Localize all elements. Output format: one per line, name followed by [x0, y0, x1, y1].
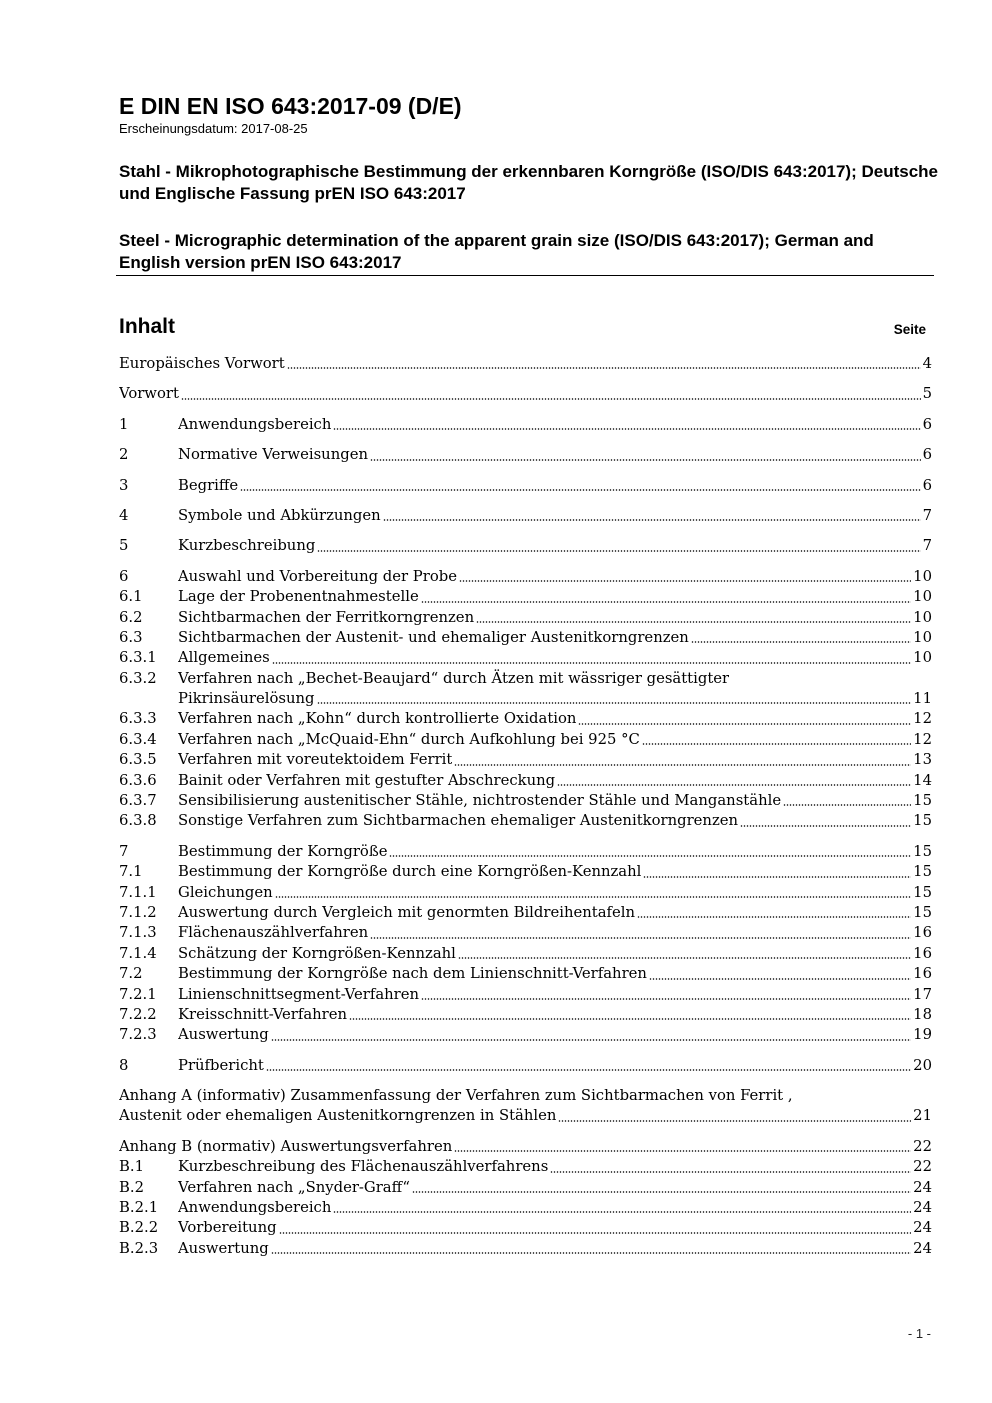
toc-entry-title: Bainit oder Verfahren mit gestufter Abschreckung — [178, 771, 556, 789]
toc-leader-dots — [317, 702, 912, 704]
toc-leader-dots — [240, 489, 920, 491]
toc-entry-number: 2 — [119, 446, 129, 464]
toc-entry[interactable] — [119, 923, 932, 943]
toc-entry[interactable] — [119, 1025, 932, 1045]
toc-entry-title: Gleichungen — [178, 883, 273, 901]
toc-leader-dots — [558, 1120, 911, 1122]
toc-leader-dots — [783, 804, 911, 806]
toc-entry[interactable] — [119, 415, 932, 435]
toc-entry-title-continued: Pikrinsäurelösung — [178, 690, 315, 708]
toc-entry-number: 7.1.4 — [119, 944, 157, 962]
toc-leader-dots — [271, 1039, 911, 1041]
toc-entry[interactable] — [119, 1218, 932, 1238]
toc-leader-dots — [181, 398, 921, 400]
toc-entry[interactable] — [119, 1178, 932, 1198]
toc-entry-title: Anhang A (informativ) Zusammenfassung der Verfahren zum Sichtbarmachen von Ferrit , — [119, 1087, 793, 1105]
toc-entry[interactable] — [119, 1056, 932, 1076]
toc-leader-dots — [333, 1211, 911, 1213]
toc-entry-page: 21 — [913, 1107, 932, 1125]
toc-entry-number: 6.3.4 — [119, 730, 157, 748]
toc-entry-page: 17 — [913, 985, 932, 1003]
toc-entry[interactable] — [119, 1137, 932, 1157]
toc-leader-dots — [271, 1252, 911, 1254]
toc-leader-dots — [370, 459, 921, 461]
toc-entry-number: 7.2 — [119, 965, 143, 983]
toc-entry[interactable] — [119, 1239, 932, 1259]
toc-entry-number: 6.3 — [119, 628, 143, 646]
toc-leader-dots — [740, 825, 911, 827]
toc-leader-dots — [476, 621, 911, 623]
toc-heading: Inhalt — [119, 315, 175, 338]
toc-entry-title: Europäisches Vorwort — [119, 354, 285, 372]
toc-entry-number: 6 — [119, 567, 129, 585]
toc-leader-dots — [642, 743, 911, 745]
toc-entry-number: B.1 — [119, 1158, 144, 1176]
toc-entry-page: 15 — [913, 883, 932, 901]
toc-entry-page: 15 — [913, 812, 932, 830]
toc-entry-page: 11 — [913, 690, 932, 708]
toc-entry-page: 4 — [922, 354, 932, 372]
toc-entry-title: Bestimmung der Korngröße durch eine Korngrößen-Kennzahl — [178, 863, 642, 881]
toc-entry-title: Kurzbeschreibung des Flächenauszählverfahrens — [178, 1158, 549, 1176]
toc-entry-title: Begriffe — [178, 476, 239, 494]
header-divider — [116, 275, 934, 276]
toc-entry-number: 7 — [119, 842, 129, 860]
toc-leader-dots — [412, 1191, 911, 1193]
toc-entry[interactable] — [119, 608, 932, 628]
toc-leader-dots — [550, 1171, 911, 1173]
toc-entry-number: 5 — [119, 537, 129, 555]
toc-entry-page: 6 — [922, 415, 932, 433]
toc-leader-dots — [349, 1018, 911, 1020]
toc-leader-dots — [383, 519, 921, 521]
toc-entry-number: 6.3.1 — [119, 649, 157, 667]
toc-entry[interactable] — [119, 903, 932, 923]
toc-entry-number: 6.3.2 — [119, 669, 157, 687]
toc-entry-number: 6.3.6 — [119, 771, 157, 789]
toc-entry-number: 6.3.8 — [119, 812, 157, 830]
toc-entry[interactable] — [119, 883, 932, 903]
toc-entry-page: 15 — [913, 863, 932, 881]
toc-entry-page: 24 — [913, 1239, 932, 1257]
toc-entry-title: Sensibilisierung austenitischer Stähle, nichtrostender Stähle und Manganstähle — [178, 792, 782, 810]
toc-entry-page: 15 — [913, 903, 932, 921]
toc-entry[interactable] — [119, 476, 932, 496]
toc-entry[interactable] — [119, 506, 932, 526]
toc-entry[interactable] — [119, 750, 932, 770]
toc-entry-title: Sonstige Verfahren zum Sichtbarmachen ehemaliger Austenitkorngrenzen — [178, 812, 739, 830]
toc-entry[interactable] — [119, 709, 932, 729]
toc-entry-page: 22 — [913, 1158, 932, 1176]
toc-entry-title: Verfahren nach „McQuaid-Ehn“ durch Aufkohlung bei 925 °C — [178, 730, 640, 748]
toc-entry-number: 8 — [119, 1056, 129, 1074]
toc-entry-page: 15 — [913, 792, 932, 810]
toc-entry-number: 7.2.1 — [119, 985, 157, 1003]
toc-leader-dots — [649, 978, 911, 980]
toc-entry-number: 7.2.3 — [119, 1026, 157, 1044]
toc-entry-title: Linienschnittsegment-Verfahren — [178, 985, 420, 1003]
toc-entry-page: 24 — [913, 1199, 932, 1217]
toc-entry-number: B.2 — [119, 1178, 144, 1196]
toc-entry-title: Verfahren nach „Snyder-Graff“ — [178, 1178, 410, 1196]
toc-entry-number: 6.1 — [119, 588, 143, 606]
document-id: E DIN EN ISO 643:2017-09 (D/E) — [119, 93, 462, 119]
toc-entry-title: Verfahren mit voreutektoidem Ferrit — [178, 751, 453, 769]
toc-entry-page: 14 — [913, 771, 932, 789]
toc-entry-page: 24 — [913, 1219, 932, 1237]
toc-page-label: Seite — [893, 322, 926, 337]
publication-date: Erscheinungsdatum: 2017-08-25 — [119, 121, 308, 136]
toc-entry[interactable] — [119, 1086, 932, 1106]
toc-entry-title: Symbole und Abkürzungen — [178, 506, 381, 524]
toc-entry-page: 16 — [913, 944, 932, 962]
toc-entry-number: 7.1.2 — [119, 903, 157, 921]
toc-entry-page: 10 — [913, 588, 932, 606]
toc-entry-title: Auswertung — [178, 1239, 269, 1257]
toc-entry-page: 16 — [913, 965, 932, 983]
toc-entry-number: 1 — [119, 415, 129, 433]
toc-entry-number: B.2.2 — [119, 1219, 159, 1237]
toc-entry-title: Vorbereitung — [178, 1219, 277, 1237]
toc-entry-page: 7 — [922, 537, 932, 555]
toc-entry[interactable] — [119, 1157, 932, 1177]
toc-leader-dots — [454, 1150, 911, 1152]
toc-entry-number: 6.3.7 — [119, 792, 157, 810]
toc-entry-page: 10 — [913, 567, 932, 585]
toc-leader-dots — [275, 896, 911, 898]
toc-entry-title-continued: Austenit oder ehemaligen Austenitkorngrenzen in Stählen — [119, 1107, 557, 1125]
toc-entry[interactable] — [119, 771, 932, 791]
toc-entry-page: 6 — [922, 446, 932, 464]
toc-entry-number: 3 — [119, 476, 129, 494]
toc-entry-title: Kreisschnitt-Verfahren — [178, 1005, 348, 1023]
toc-entry-title: Prüfbericht — [178, 1056, 264, 1074]
toc-leader-dots — [458, 957, 911, 959]
toc-entry-number: B.2.1 — [119, 1199, 159, 1217]
page-number: - 1 - — [907, 1326, 931, 1341]
toc-entry-page: 13 — [913, 751, 932, 769]
toc-entry[interactable] — [119, 648, 932, 668]
toc-entry-page: 16 — [913, 924, 932, 942]
toc-entry-title: Anhang B (normativ) Auswertungsverfahren — [119, 1137, 453, 1155]
toc-entry-page: 12 — [913, 730, 932, 748]
toc-entry-number: 6.3.3 — [119, 710, 157, 728]
toc-entry-number: B.2.3 — [119, 1239, 159, 1257]
toc-entry-title: Lage der Probenentnahmestelle — [178, 588, 419, 606]
toc-entry[interactable] — [119, 445, 932, 465]
toc-entry-page: 22 — [913, 1137, 932, 1155]
toc-entry[interactable] — [119, 1198, 932, 1218]
toc-leader-dots — [459, 580, 911, 582]
toc-leader-dots — [691, 641, 911, 643]
toc-leader-dots — [279, 1232, 912, 1234]
toc-entry-page: 10 — [913, 608, 932, 626]
toc-entry-page: 10 — [913, 649, 932, 667]
toc-leader-dots — [557, 784, 911, 786]
toc-entry-title: Normative Verweisungen — [178, 446, 369, 464]
toc-entry[interactable] — [119, 985, 932, 1005]
toc-leader-dots — [421, 998, 911, 1000]
toc-leader-dots — [454, 764, 911, 766]
toc-entry-continuation[interactable] — [119, 689, 932, 709]
toc-leader-dots — [287, 367, 921, 369]
toc-entry[interactable] — [119, 587, 932, 607]
toc-entry[interactable] — [119, 354, 932, 374]
toc-entry[interactable] — [119, 536, 932, 556]
toc-entry-number: 7.2.2 — [119, 1005, 157, 1023]
toc-entry[interactable] — [119, 1005, 932, 1025]
toc-entry[interactable] — [119, 964, 932, 984]
toc-entry-title: Anwendungsbereich — [178, 1199, 332, 1217]
toc-leader-dots — [637, 916, 911, 918]
toc-leader-dots — [272, 662, 911, 664]
toc-entry[interactable] — [119, 791, 932, 811]
toc-entry-title: Allgemeines — [178, 649, 270, 667]
toc-entry[interactable] — [119, 862, 932, 882]
toc-entry-page: 5 — [922, 385, 932, 403]
table-of-contents — [119, 354, 932, 1259]
title-german: Stahl - Mikrophotographische Bestimmung der erkennbaren Korngröße (ISO/DIS 643:2017); Deutsche und Englische Fassung prEN ISO 643:2017 — [119, 162, 938, 203]
toc-entry-number: 6.2 — [119, 608, 143, 626]
toc-entry[interactable] — [119, 842, 932, 862]
toc-entry-title: Auswahl und Vorbereitung der Probe — [178, 567, 457, 585]
title-english: Steel - Micrographic determination of the apparent grain size (ISO/DIS 643:2017); German and English version prEN ISO 643:2017 — [119, 231, 874, 272]
toc-entry-page: 7 — [922, 506, 932, 524]
toc-entry-page: 20 — [913, 1056, 932, 1074]
toc-entry-title: Vorwort — [119, 385, 179, 403]
toc-entry[interactable] — [119, 730, 932, 750]
toc-entry-title: Auswertung durch Vergleich mit genormten Bildreihentafeln — [178, 903, 636, 921]
toc-leader-dots — [266, 1069, 911, 1071]
toc-entry-number: 7.1 — [119, 863, 143, 881]
toc-entry-title: Auswertung — [178, 1026, 269, 1044]
toc-entry-title: Schätzung der Korngrößen-Kennzahl — [178, 944, 456, 962]
toc-leader-dots — [389, 855, 911, 857]
toc-entry-page: 6 — [922, 476, 932, 494]
toc-entry[interactable] — [119, 628, 932, 648]
toc-entry[interactable] — [119, 384, 932, 404]
toc-leader-dots — [370, 937, 911, 939]
toc-entry-number: 7.1.3 — [119, 924, 157, 942]
toc-entry[interactable] — [119, 811, 932, 831]
toc-entry[interactable] — [119, 567, 932, 587]
toc-entry-page: 15 — [913, 842, 932, 860]
toc-entry-title: Sichtbarmachen der Austenit- und ehemaliger Austenitkorngrenzen — [178, 628, 689, 646]
toc-entry-title: Anwendungsbereich — [178, 415, 332, 433]
toc-leader-dots — [421, 601, 911, 603]
toc-entry-page: 24 — [913, 1178, 932, 1196]
toc-entry-page: 10 — [913, 628, 932, 646]
toc-leader-dots — [578, 723, 911, 725]
toc-entry-number: 6.3.5 — [119, 751, 157, 769]
toc-entry-title: Bestimmung der Korngröße — [178, 842, 388, 860]
toc-leader-dots — [333, 428, 920, 430]
toc-entry-title: Bestimmung der Korngröße nach dem Linienschnitt-Verfahren — [178, 965, 647, 983]
toc-entry-continuation[interactable] — [119, 1107, 932, 1127]
toc-entry-page: 19 — [913, 1026, 932, 1044]
toc-entry-number: 4 — [119, 506, 129, 524]
toc-entry-title: Verfahren nach „Kohn“ durch kontrollierte Oxidation — [178, 710, 577, 728]
toc-leader-dots — [317, 550, 920, 552]
toc-entry[interactable] — [119, 669, 932, 689]
toc-entry-title: Kurzbeschreibung — [178, 537, 316, 555]
toc-entry[interactable] — [119, 944, 932, 964]
toc-entry-title: Sichtbarmachen der Ferritkorngrenzen — [178, 608, 475, 626]
toc-entry-number: 7.1.1 — [119, 883, 157, 901]
toc-leader-dots — [643, 876, 911, 878]
toc-entry-title: Verfahren nach „Bechet-Beaujard“ durch Ätzen mit wässriger gesättigter — [178, 669, 730, 687]
toc-entry-page: 18 — [913, 1005, 932, 1023]
toc-entry-page: 12 — [913, 710, 932, 728]
toc-entry-title: Flächenauszählverfahren — [178, 924, 369, 942]
